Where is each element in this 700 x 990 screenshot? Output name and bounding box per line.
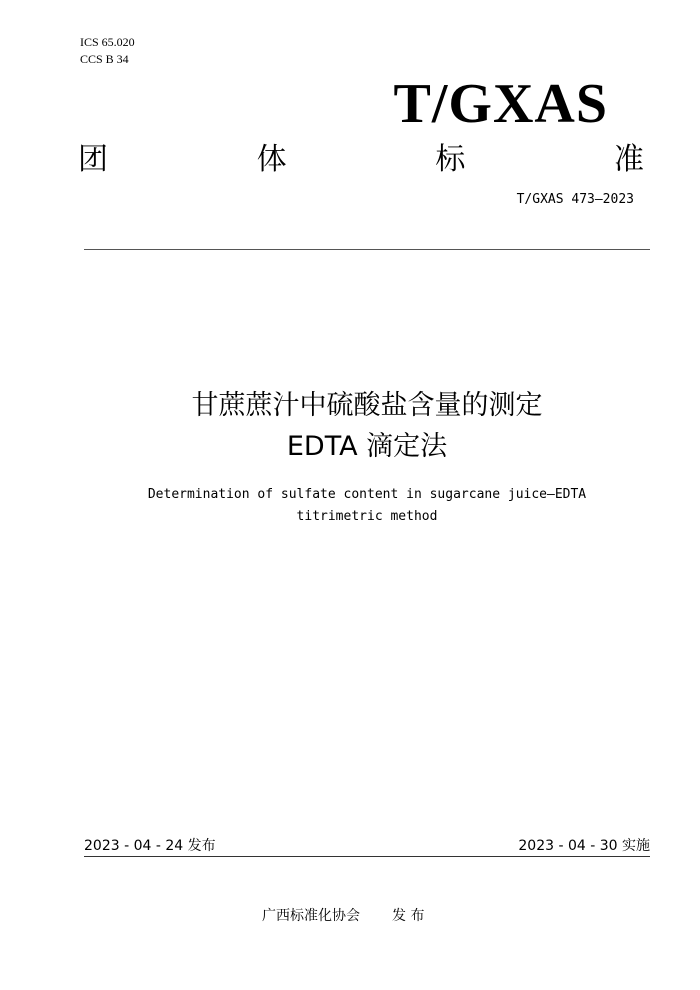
issue-label: 发 布 xyxy=(392,908,425,924)
issuer-line xyxy=(262,905,424,925)
header-divider xyxy=(84,249,650,250)
ccs-code: CCS B 34 xyxy=(80,52,129,66)
english-title-line: titrimetric method xyxy=(296,509,438,524)
standard-type xyxy=(78,134,644,177)
type-char: 团 xyxy=(78,142,108,177)
type-char: 准 xyxy=(613,142,644,177)
document-subtitle: EDTA 滴定法 xyxy=(286,431,448,462)
type-char: 标 xyxy=(435,142,466,177)
document-title: 甘蔗蔗汁中硫酸盐含量的测定 xyxy=(191,390,543,421)
implement-date: 2023 - 04 - 30 实施 xyxy=(518,838,650,854)
issuer-name: 广西标准化协会 xyxy=(262,908,360,924)
classification-codes xyxy=(80,34,135,68)
english-title xyxy=(0,484,700,528)
type-char: 体 xyxy=(256,142,287,177)
standard-brand: T/GXAS xyxy=(393,73,608,135)
ics-code: ICS 65.020 xyxy=(80,35,135,49)
footer-divider xyxy=(84,856,650,857)
publish-date: 2023 - 04 - 24 发布 xyxy=(84,838,216,854)
standard-number: T/GXAS 473—2023 xyxy=(516,192,634,207)
english-title-line: Determination of sulfate content in sugarcane juice—EDTA xyxy=(147,487,587,502)
